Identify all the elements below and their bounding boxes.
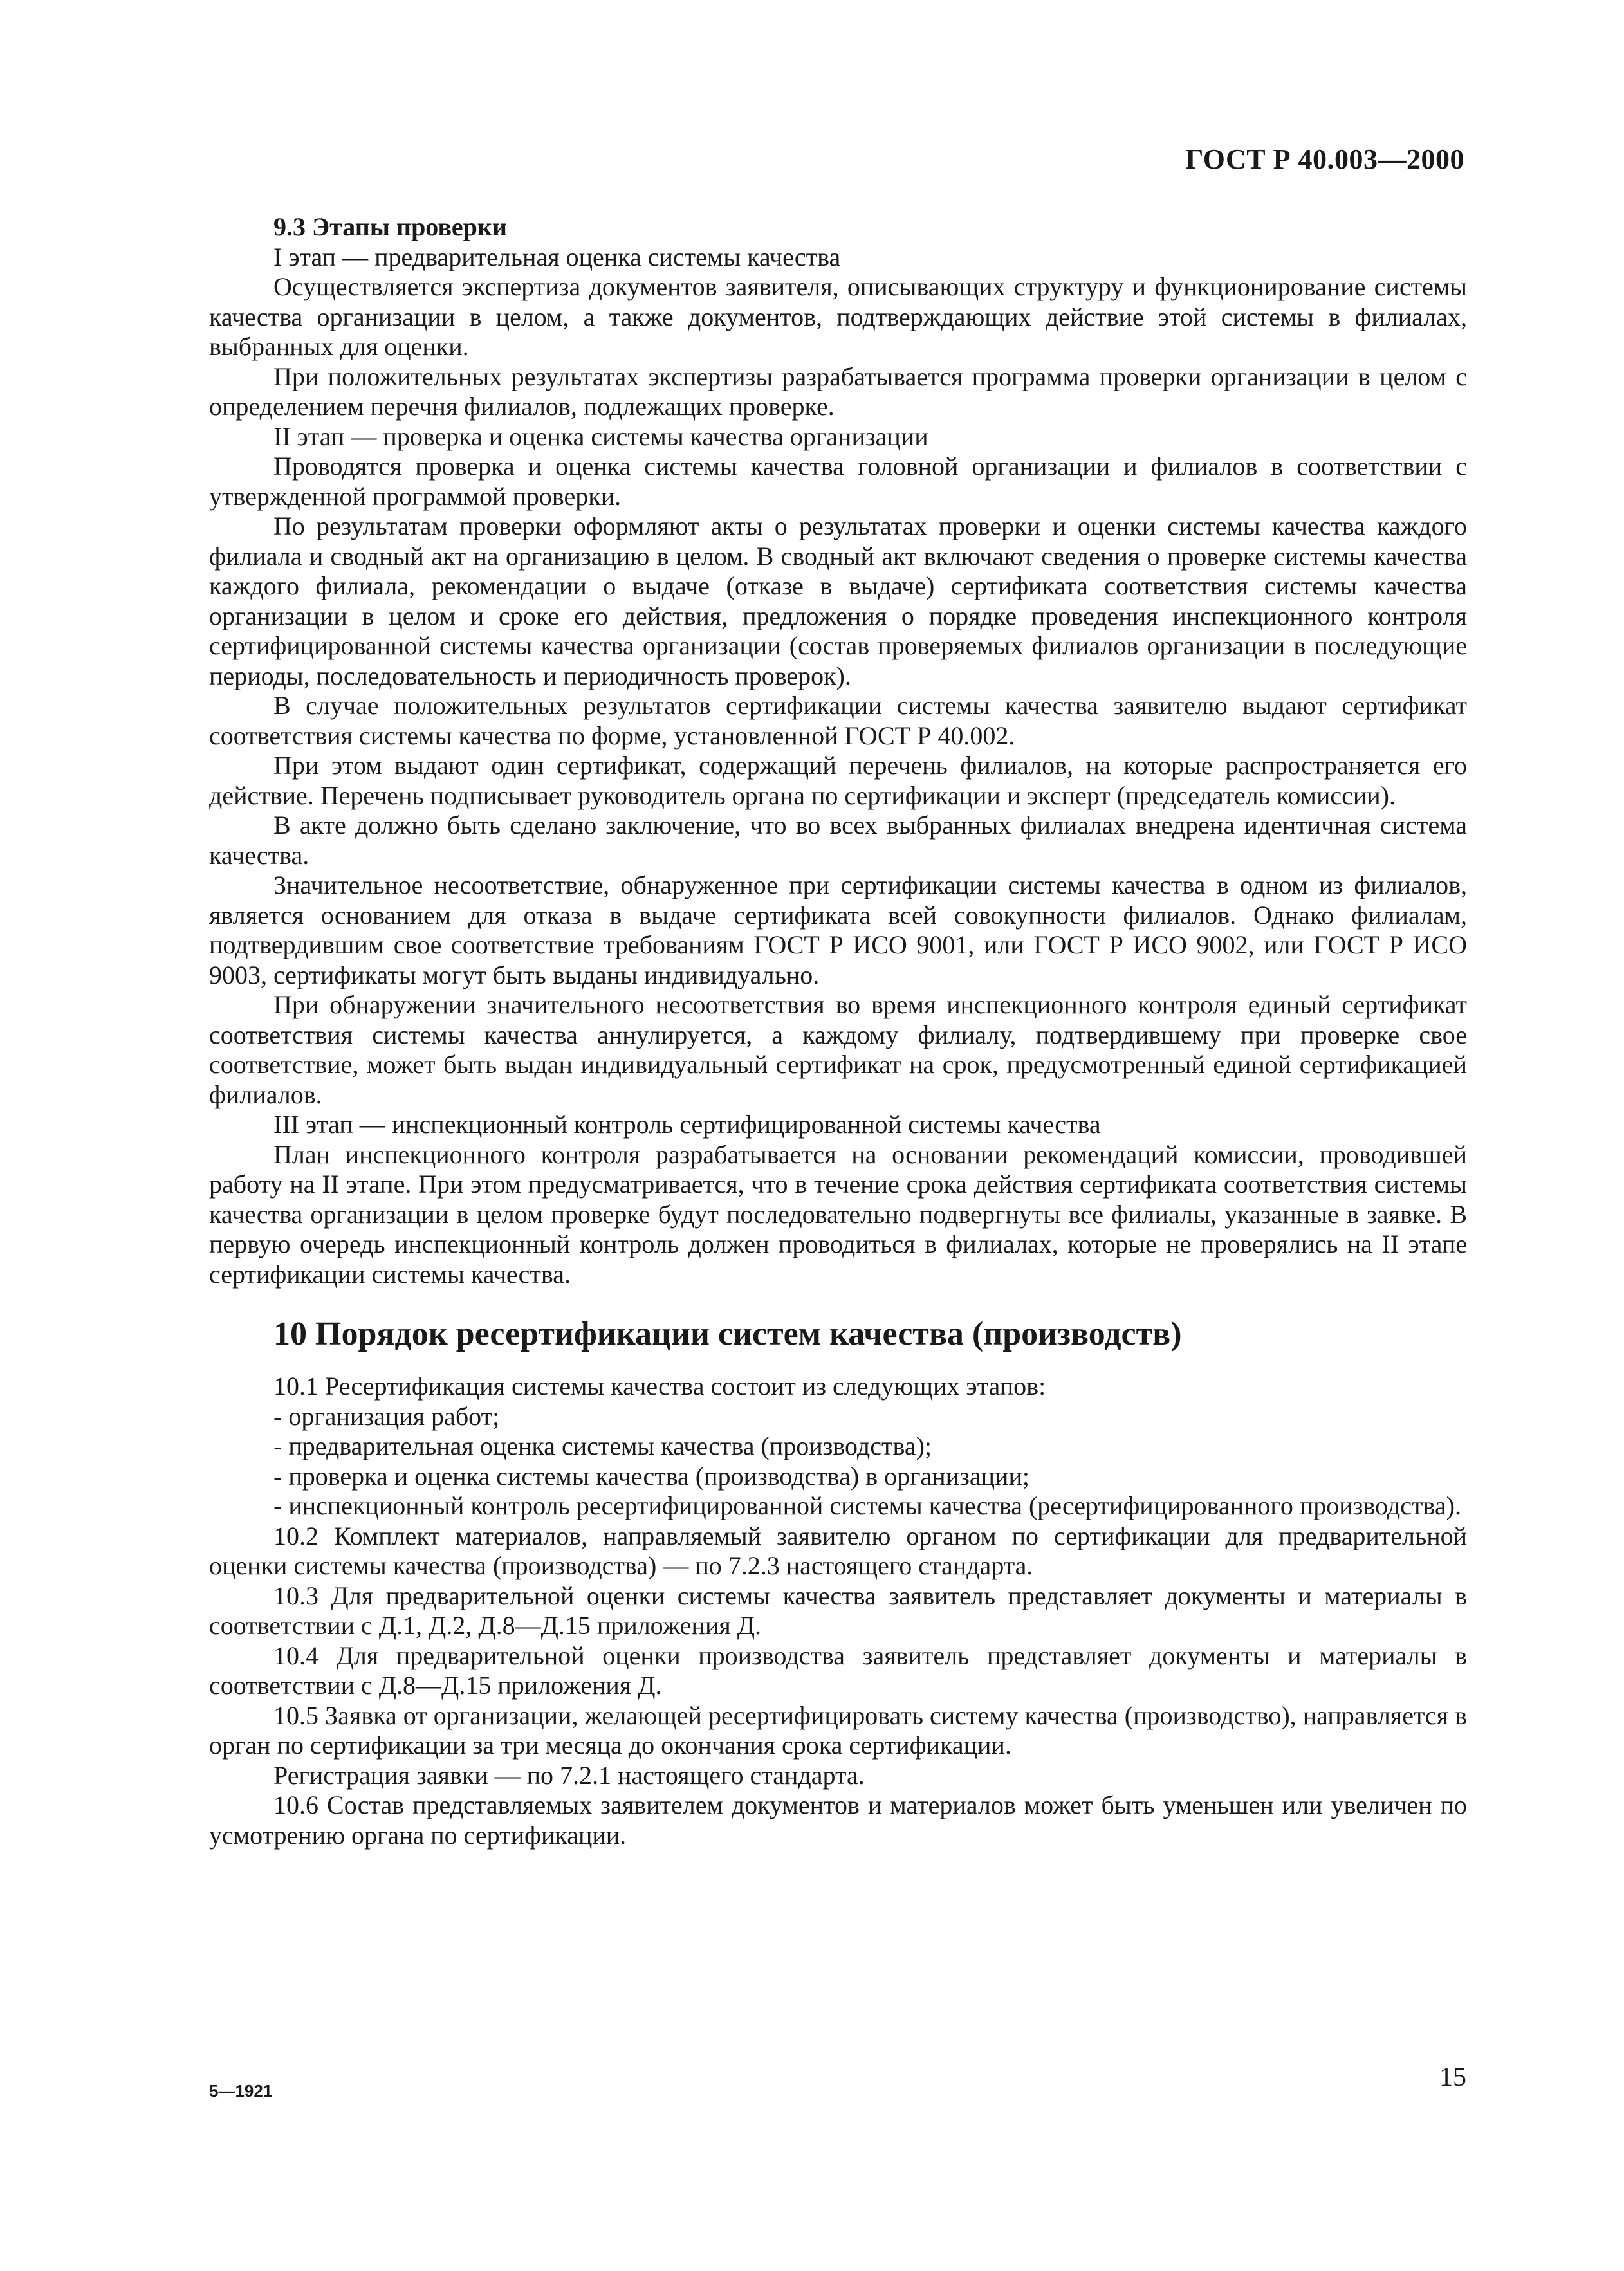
paragraph: По результатам проверки оформляют акты о результатах проверки и оценки системы качества каждого филиала и сводный акт на организацию в целом. В сводный акт включают сведения о проверке системы качества каждого филиала, рекомендации о выдаче (отказе в выдаче) сертификата соответствия системы качества организации в целом и сроке его действия, предложения о порядке проведения инспекционного контроля сертифицированной системы качества организации (состав проверяемых филиалов организации в последующие периоды, последовательность и периодичность проверок). bbox=[209, 511, 1467, 690]
paragraph: I этап — предварительная оценка системы качества bbox=[273, 242, 841, 271]
paragraph: При обнаружении значительного несоответствия во время инспекционного контроля единый сертификат соответствия системы качества аннулируется, а каждому филиалу, подтвердившему при проверке свое соответствие, может быть выдан индивидуальный сертификат на срок, предусмотренный единой сертификацией филиалов. bbox=[209, 990, 1467, 1109]
paragraph: 10.5 Заявка от организации, желающей ресертифицировать систему качества (производство), направляется в орган по сертификации за три месяца до окончания срока сертификации. bbox=[209, 1700, 1467, 1760]
paragraph: Значительное несоответствие, обнаруженное при сертификации системы качества в одном из филиалов, является основанием для отказа в выдаче сертификата всей совокупности филиалов. Однако филиалам, подтвердившим свое соответствие требованиям ГОСТ Р ИСО 9001, или ГОСТ Р ИСО 9002, или ГОСТ Р ИСО 9003, сертификаты могут быть выданы индивидуально. bbox=[209, 870, 1467, 989]
paragraph: 10.4 Для предварительной оценки производства заявитель представляет документы и материалы в соответствии с Д.8—Д.15 приложения Д. bbox=[209, 1641, 1467, 1700]
paragraph: 10.2 Комплект материалов, направляемый заявителю органом по сертификации для предварительной оценки системы качества (производства) — по 7.2.3 настоящего стандарта. bbox=[209, 1521, 1467, 1580]
list-item: - проверка и оценка системы качества (производства) в организации; bbox=[273, 1461, 1029, 1491]
print-code: 5—1921 bbox=[209, 2081, 273, 2101]
list-item: - инспекционный контроль ресертифицированной системы качества (ресертифицированного производства). bbox=[273, 1491, 1461, 1520]
paragraph: 10.1 Ресертификация системы качества состоит из следующих этапов: bbox=[273, 1372, 1046, 1401]
paragraph: План инспекционного контроля разрабатывается на основании рекомендаций комиссии, проводившей работу на II этапе. При этом предусматривается, что в течение срока действия сертификата соответствия системы качества организации в целом проверке будут последовательно подвергнуты все филиалы, указанные в заявке. В первую очередь инспекционный контроль должен проводиться в филиалах, которые не проверялись на II этапе сертификации системы качества. bbox=[209, 1139, 1467, 1289]
paragraph: При положительных результатах экспертизы разрабатывается программа проверки организации в целом с определением перечня филиалов, подлежащих проверке. bbox=[209, 362, 1467, 421]
page-number: 15 bbox=[1439, 2063, 1466, 2092]
paragraph: II этап — проверка и оценка системы качества организации bbox=[273, 421, 928, 451]
paragraph: III этап — инспекционный контроль сертифицированной системы качества bbox=[273, 1110, 1101, 1139]
paragraph: 10.6 Состав представляемых заявителем документов и материалов может быть уменьшен или увеличен по усмотрению органа по сертификации. bbox=[209, 1790, 1467, 1850]
subsection-title-9-3: 9.3 Этапы проверки bbox=[273, 212, 508, 241]
paragraph: Проводятся проверка и оценка системы качества головной организации и филиалов в соответствии с утвержденной программой проверки. bbox=[209, 452, 1467, 511]
paragraph: Осуществляется экспертиза документов заявителя, описывающих структуру и функционирование системы качества организации в целом, а также документов, подтверждающих действие этой системы в филиалах, выбранных для оценки. bbox=[209, 272, 1467, 361]
list-item: - предварительная оценка системы качества (производства); bbox=[273, 1431, 932, 1460]
page-content bbox=[209, 212, 1467, 1850]
paragraph: В акте должно быть сделано заключение, что во всех выбранных филиалах внедрена идентичная система качества. bbox=[209, 811, 1467, 870]
paragraph: Регистрация заявки — по 7.2.1 настоящего стандарта. bbox=[273, 1760, 865, 1790]
list-item: - организация работ; bbox=[273, 1401, 500, 1431]
paragraph: При этом выдают один сертификат, содержащий перечень филиалов, на которые распространяется его действие. Перечень подписывает руководитель органа по сертификации и эксперт (председатель комиссии). bbox=[209, 751, 1467, 810]
paragraph: В случае положительных результатов сертификации системы качества заявителю выдают сертификат соответствия системы качества по форме, установленной ГОСТ Р 40.002. bbox=[209, 691, 1467, 750]
section-title-10: 10 Порядок ресертификации систем качества (производств) bbox=[273, 1316, 1182, 1352]
paragraph: 10.3 Для предварительной оценки системы качества заявитель представляет документы и материалы в соответствии с Д.1, Д.2, Д.8—Д.15 приложения Д. bbox=[209, 1581, 1467, 1640]
document-header: ГОСТ Р 40.003—2000 bbox=[1185, 143, 1464, 175]
